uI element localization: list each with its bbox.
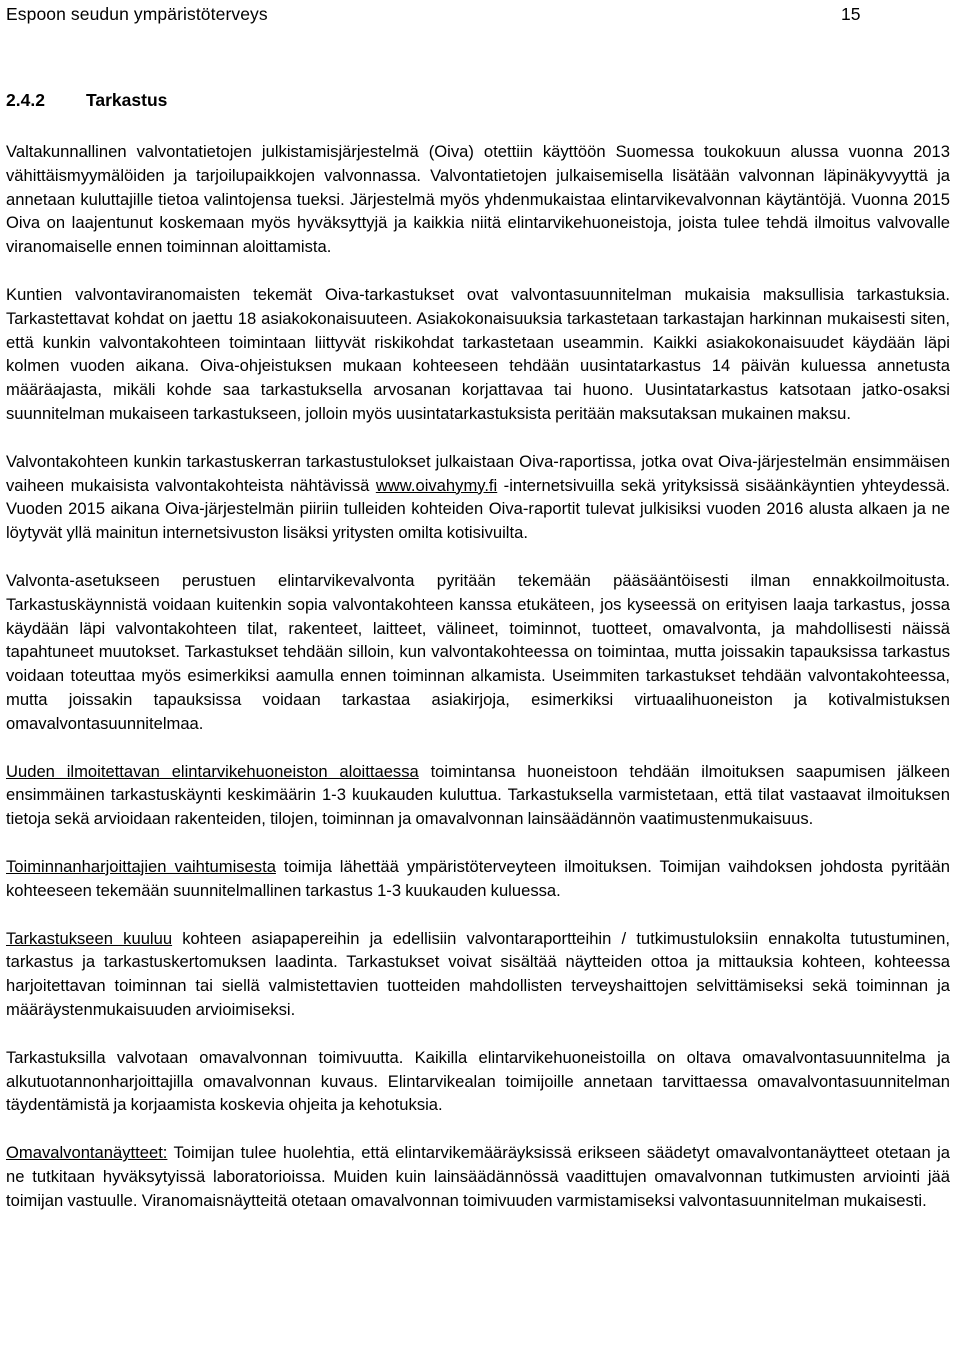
paragraph-text: -internetsivuilla sekä yrityksissä sisäänkäyntien yhteydessä. Vuoden 2015 aikana Oiva-järjestelmän piiriin tulleiden kohteiden Oiva-raportit tulevat julkisiksi vuoden 2016 alusta alkaen ja ne löytyvät yllä mainitun internetsivuston lisäksi yritysten omilta kotisivuilta. [6, 475, 950, 543]
paragraph-text: Valvontakohteen kunkin tarkastuskerran tarkastustulokset julkaistaan Oiva-raportissa, jotka ovat Oiva-järjestelmän ensimmäisen vaiheen mukaisista valvontakohteista nähtävissä [6, 451, 950, 495]
underlined-lead: Toiminnanharjoittajien vaihtumisesta [6, 856, 276, 876]
paragraph-self-monitoring: Tarkastuksilla valvotaan omavalvonnan toimivuutta. Kaikilla elintarvikehuoneistoilla on oltava omavalvontasuunnitelma ja alkutuotannonharjoittajilla omavalvonnan kuvaus. Elintarvikealan toimijoille annetaan tarvittaessa omavalvontasuunnitelman täydentämistä ja korjaamista koskevia ohjeita ja kehotuksia. [6, 1047, 950, 1115]
paragraph-text: kohteen asiapapereihin ja edellisiin valvontaraportteihin / tutkimustuloksiin ennakolta tutustuminen, tarkastus ja tarkastuskertomuksen laadinta. Tarkastukset voivat sisältää näytteiden ottoa ja mittauksia kohteen, kohteessa harjoitettavan toiminnan tai siellä valmistettavien tuotteiden mahdollisten terveyshaittojen selvittämiseksi sekä toiminnan ja määräystenmukaisuuden arvioimiseksi. [6, 928, 950, 1019]
paragraph-self-monitoring-samples [6, 1141, 950, 1212]
paragraph-oiva-intro: Valtakunnallinen valvontatietojen julkistamisjärjestelmä (Oiva) otettiin käyttöön Suomessa toukokuun alussa vuonna 2013 vähittäismyymälöiden ja tarjoilupaikkojen valvonnassa. Valvontatietojen julkaisemisella lisätään valvonnan läpinäkyvyyttä ja annetaan kuluttajille tietoa valintojensa tueksi. Järjestelmä myös yhdenmukaistaa elintarvikevalvonnan käytäntöjä. Vuonna 2015 Oiva on laajentunut koskemaan myös hyväksyttyjä ja kaikkia niitä elintarvikehuoneistoja, joista tulee tehdä ilmoitus valvovalle viranomaiselle ennen toiminnan aloittamista. [6, 142, 950, 257]
body-text [6, 140, 950, 1236]
section-heading [6, 88, 167, 112]
paragraph-inspection-contents [6, 927, 950, 1022]
paragraph-operator-change [6, 855, 950, 903]
page-number: 15 [841, 4, 861, 24]
section-title: Tarkastus [86, 90, 168, 110]
paragraph-oiva-reports [6, 450, 950, 545]
paragraph-text: Toimijan tulee huolehtia, että elintarvikemääräyksissä erikseen säädetyt omavalvontanäytteet otetaan ja ne tutkitaan hyväksytyissä laboratorioissa. Muiden kuin lainsäädännössä vaadittujen omavalvonnan tutkimusten arviointi jää toimijan vastuulle. Viranomaisnäytteitä otetaan omavalvonnan toimivuuden varmistamiseksi valvontasuunnitelman mukaisesti. [6, 1143, 950, 1210]
paragraph-text: toimija lähettää ympäristöterveyteen ilmoituksen. Toimijan vaihdoksen johdosta pyritään kohteeseen tekemään suunnitelmallinen tarkastus 1-3 kuukauden kuluessa. [6, 856, 950, 900]
paragraph-oiva-inspections: Kuntien valvontaviranomaisten tekemät Oiva-tarkastukset ovat valvontasuunnitelman mukaisia maksullisia tarkastuksia. Tarkastettavat kohdat on jaettu 18 asiakokonaisuuteen. Asiakokonaisuuksia tarkastetaan tarkastajan harkinnan mukaisesti siten, että kunkin valvontakohteen toimintaan liittyvät riskikohdat tarkastetaan useammin. Kaikki asiakokonaisuudet käydään läpi kolmen vuoden aikana. Oiva-ohjeistuksen mukaan kohteeseen tehdään uusintatarkastus 14 päivän kuluessa annetusta määräajasta, mikäli kohde saa tarkastuksella arvosanan korjattavaa tai huono. Uusintatarkastus katsotaan jatko-osaksi suunnitelman mukaiseen tarkastukseen, jolloin myös uusintatarkastuksista peritään maksutaksan mukainen maksu. [6, 284, 950, 423]
section-number: 2.4.2 [6, 90, 45, 110]
running-header: Espoon seudun ympäristöterveys [6, 4, 268, 24]
paragraph-new-premises [6, 760, 950, 831]
underlined-lead: Omavalvontanäytteet: [6, 1143, 168, 1163]
underlined-lead: Tarkastukseen kuuluu [6, 928, 173, 948]
oivahymy-link[interactable]: www.oivahymy.fi [375, 475, 498, 495]
paragraph-unannounced-inspections: Valvonta-asetukseen perustuen elintarvikevalvonta pyritään tekemään pääsääntöisesti ilman ennakkoilmoitusta. Tarkastuskäynnistä voidaan kuitenkin sopia valvontakohteen kanssa etukäteen, jos kyseessä on erityisen laaja tarkastus, jossa käydään läpi valvontakohteen tilat, rakenteet, laitteet, välineet, toiminnot, tuotteet, omavalvonta, ja mahdollisesti näissä tapahtuneet muutokset. Tarkastukset tehdään silloin, kun valvontakohteessa on toimintaa, mutta joissakin tapauksissa tarkastus voidaan toteuttaa myös esimerkiksi aamulla ennen toiminnan alkamista. Useimmiten tarkastukset tehdään valvontakohteessa, mutta joissakin tapauksissa voidaan tarkastaa asiakirjoja, esimerkiksi virtuaalihuoneiston ja kotivalmistuksen omavalvontasuunnitelmaa. [6, 570, 950, 733]
paragraph-text: toimintansa huoneistoon tehdään ilmoituksen saapumisen jälkeen ensimmäinen tarkastuskäynti keskimäärin 1-3 kuukauden kuluttua. Tarkastuksella varmistetaan, että tilat vastaavat ilmoituksen tietoja sekä arvioidaan rakenteiden, tilojen, toiminnan ja omavalvonnan lainsäädännön vaatimustenmukaisuus. [6, 761, 950, 829]
underlined-lead: Uuden ilmoitettavan elintarvikehuoneiston aloittaessa [6, 761, 419, 781]
